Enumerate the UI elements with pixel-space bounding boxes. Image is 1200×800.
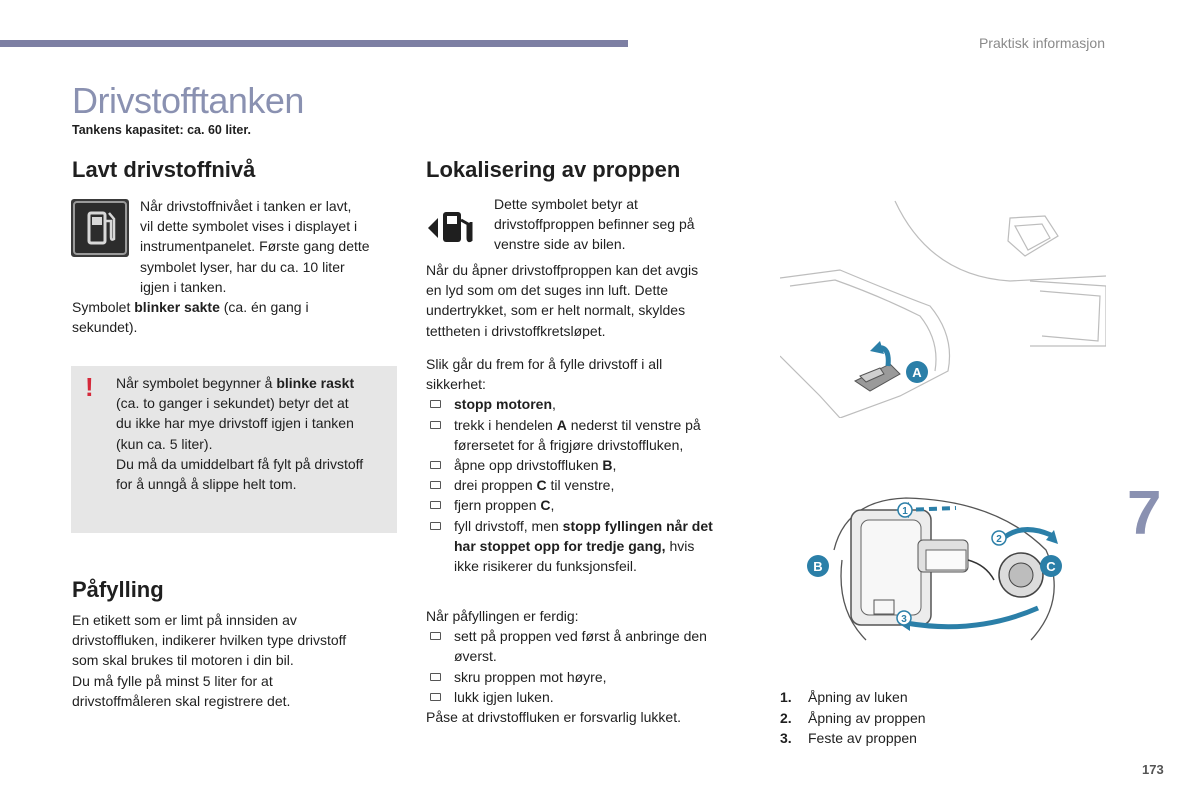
step-item [426, 687, 756, 707]
illustration-legend [780, 687, 926, 749]
text-bold: blinker sakte [134, 299, 220, 315]
text-line: Når du åpner drivstoffproppen kan det avgis [426, 262, 699, 278]
low-fuel-warning-icon [71, 199, 129, 257]
text-bold: blinke raskt [276, 375, 355, 391]
text-bold: stopp fyllingen når det [562, 517, 713, 534]
text-line: sekundet). [72, 319, 138, 336]
text-line: En etikett som er limt på innsiden av [72, 612, 297, 628]
text-span: (ca. én gang i [219, 299, 309, 315]
vacuum-sound-text [426, 260, 698, 341]
text-span: til venstre, [546, 477, 615, 494]
blink-slow-text [72, 297, 309, 337]
legend-text: Åpning av proppen [808, 709, 926, 726]
text-bold: B [602, 457, 613, 474]
step-item [426, 475, 756, 495]
text-bold: har stoppet opp for tredje gang, [454, 537, 666, 554]
step-3-label: 3 [901, 614, 907, 625]
text-line: (kun ca. 5 liter). [116, 435, 213, 452]
text-bold: C [536, 477, 547, 494]
heading-refuel: Påfylling [72, 577, 164, 602]
legend-item [780, 728, 926, 749]
fuel-door-left-icon [426, 206, 482, 250]
text-span: fjern proppen [454, 497, 541, 514]
label-a: A [912, 365, 922, 380]
text-line: igjen i tanken. [140, 278, 227, 295]
fuel-door-lever-illustration [780, 196, 1106, 418]
text-span: , [552, 396, 556, 413]
text-line: drivstoffluken, indikerer hvilken type drivstoff [72, 632, 347, 649]
heading-low-fuel: Lavt drivstoffnivå [72, 157, 256, 182]
after-refuel-steps [426, 606, 756, 727]
text-line: som skal brukes til motoren i din bil. [72, 652, 294, 669]
label-b: B [813, 559, 823, 574]
text-line: Du må fylle på minst 5 liter for at [72, 672, 273, 689]
text-line: Når påfyllingen er ferdig: [426, 608, 579, 624]
step-item [426, 667, 756, 687]
text-line: Når drivstoffnivået i tanken er lavt, [140, 198, 352, 214]
legend-item [780, 687, 926, 708]
text-line: en lyd som om det suges inn luft. Dette [426, 282, 669, 299]
label-c: C [1046, 559, 1056, 574]
step-item [426, 415, 756, 455]
legend-text: Åpning av luken [808, 689, 908, 705]
text-span: lukk igjen luken. [454, 688, 554, 705]
text-bold: stopp motoren [454, 396, 552, 413]
text-bold: C [540, 497, 551, 514]
tank-capacity: Tankens kapasitet: ca. 60 liter. [72, 123, 252, 137]
page-title: Drivstofftanken [72, 80, 304, 121]
legend-number: 3. [780, 730, 792, 746]
text-span: , [550, 497, 555, 514]
low-fuel-intro [140, 196, 370, 297]
step-item [426, 626, 756, 666]
symbol-meaning-text [494, 194, 695, 255]
text-line: vil dette symbolet vises i displayet i [140, 218, 358, 235]
text-span: trekk i hendelen [454, 416, 557, 433]
text-line: (ca. to ganger i sekundet) betyr det at [116, 395, 349, 412]
refuel-text [72, 610, 346, 711]
text-span: åpne opp drivstoffluken [454, 457, 603, 474]
text-bold: A [556, 416, 567, 433]
step-2-label: 2 [996, 534, 1002, 545]
step-item [426, 516, 756, 577]
text-line: drivstoffmåleren skal registrere det. [72, 692, 291, 709]
text-line: undertrykket, som er helt normalt, skyldes [426, 302, 686, 319]
text-span: Symbolet [72, 299, 135, 315]
text-line: instrumentpanelet. Første gang dette [140, 238, 370, 255]
legend-text: Feste av proppen [808, 730, 917, 746]
text-line: for å unngå å slippe helt tom. [116, 476, 297, 493]
text-span: fyll drivstoff, men [454, 517, 563, 534]
text-span: skru proppen mot høyre, [454, 668, 607, 685]
text-line: Du må da umiddelbart få fylt på drivstoff [116, 455, 364, 472]
text-line: du ikke har mye drivstoff igjen i tanken [116, 415, 354, 432]
chapter-number: 7 [1127, 479, 1162, 548]
section-label: Praktisk informasjon [978, 35, 1105, 51]
text-span: Når symbolet begynner å [116, 375, 277, 391]
legend-item [780, 708, 926, 729]
step-1-label: 1 [902, 506, 908, 517]
text-span: , [612, 457, 617, 474]
warning-mark: ! [85, 372, 94, 402]
text-span: sett på proppen ved først å anbringe den [454, 628, 707, 645]
legend-number: 1. [780, 689, 792, 705]
text-line: Påse at drivstoffluken er forsvarlig lukket. [426, 709, 681, 726]
legend-number: 2. [780, 709, 792, 726]
heading-locate-cap: Lokalisering av proppen [426, 157, 681, 182]
step-item [426, 455, 756, 475]
warning-text [116, 373, 363, 494]
text-span: hvis [665, 537, 695, 554]
text-line: tettheten i drivstoffkretsløpet. [426, 322, 606, 339]
step-item [426, 495, 756, 515]
page-number: 173 [1142, 762, 1164, 777]
text-span: ikke risikerer du funksjonsfeil. [454, 558, 637, 575]
text-span: nederst til venstre på [566, 416, 701, 433]
text-span: drei proppen [454, 477, 537, 494]
text-line: drivstoffproppen befinner seg på [494, 216, 695, 233]
text-line: Dette symbolet betyr at [494, 196, 638, 212]
text-span: førersetet for å frigjøre drivstoffluken, [454, 436, 684, 453]
text-line: sikkerhet: [426, 376, 486, 393]
refuel-steps [426, 354, 756, 576]
text-span: øverst. [454, 648, 497, 665]
text-line: venstre side av bilen. [494, 236, 626, 253]
text-line: Slik går du frem for å fylle drivstoff i all [426, 356, 663, 372]
header-bar [0, 40, 628, 47]
step-item [426, 394, 756, 414]
fuel-cap-illustration [806, 490, 1074, 656]
text-line: symbolet lyser, har du ca. 10 liter [140, 258, 345, 275]
